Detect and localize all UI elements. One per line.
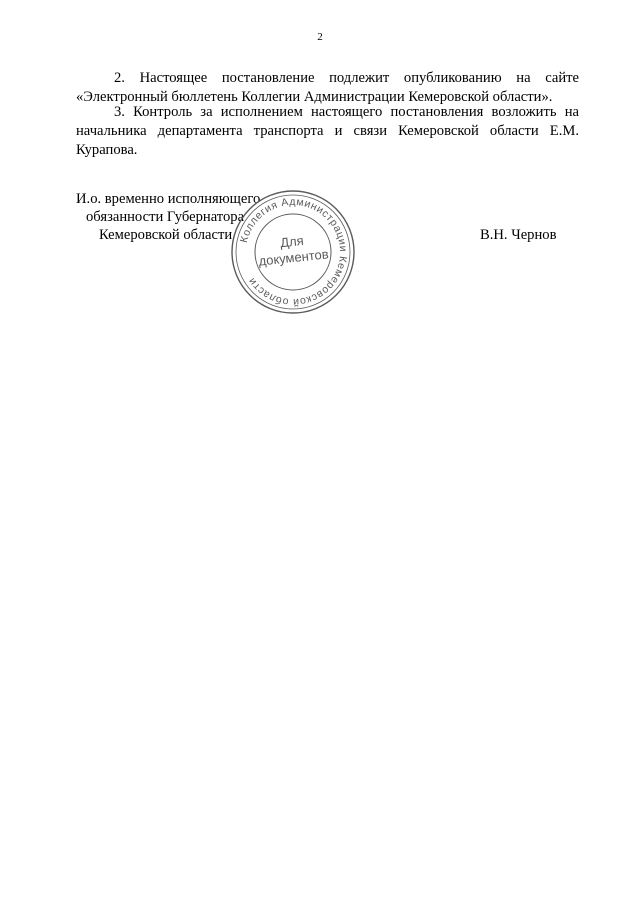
signatory-position-line-1: И.о. временно исполняющего [76, 191, 261, 207]
paragraph-control: 3. Контроль за исполнением настоящего постановления возложить на начальника департамента транспорта и связи Кемеровской области Е.М. Курапова. [76, 104, 579, 158]
signatory-name: В.Н. Чернов [480, 227, 557, 243]
stamp-center-text-1: Для [279, 232, 305, 251]
signatory-position-line-2: обязанности Губернатора [86, 209, 245, 225]
paragraph-publication: 2. Настоящее постановление подлежит опубликованию на сайте «Электронный бюллетень Коллегии Администрации Кемеровской области». [76, 70, 579, 105]
official-stamp [229, 188, 357, 316]
page-number: 2 [317, 31, 323, 43]
stamp-center-text-2: документов [257, 246, 330, 269]
signatory-position-line-3: Кемеровской области [99, 227, 233, 243]
stamp-ring-text: Коллегия Администрации Кемеровской области [238, 195, 350, 309]
